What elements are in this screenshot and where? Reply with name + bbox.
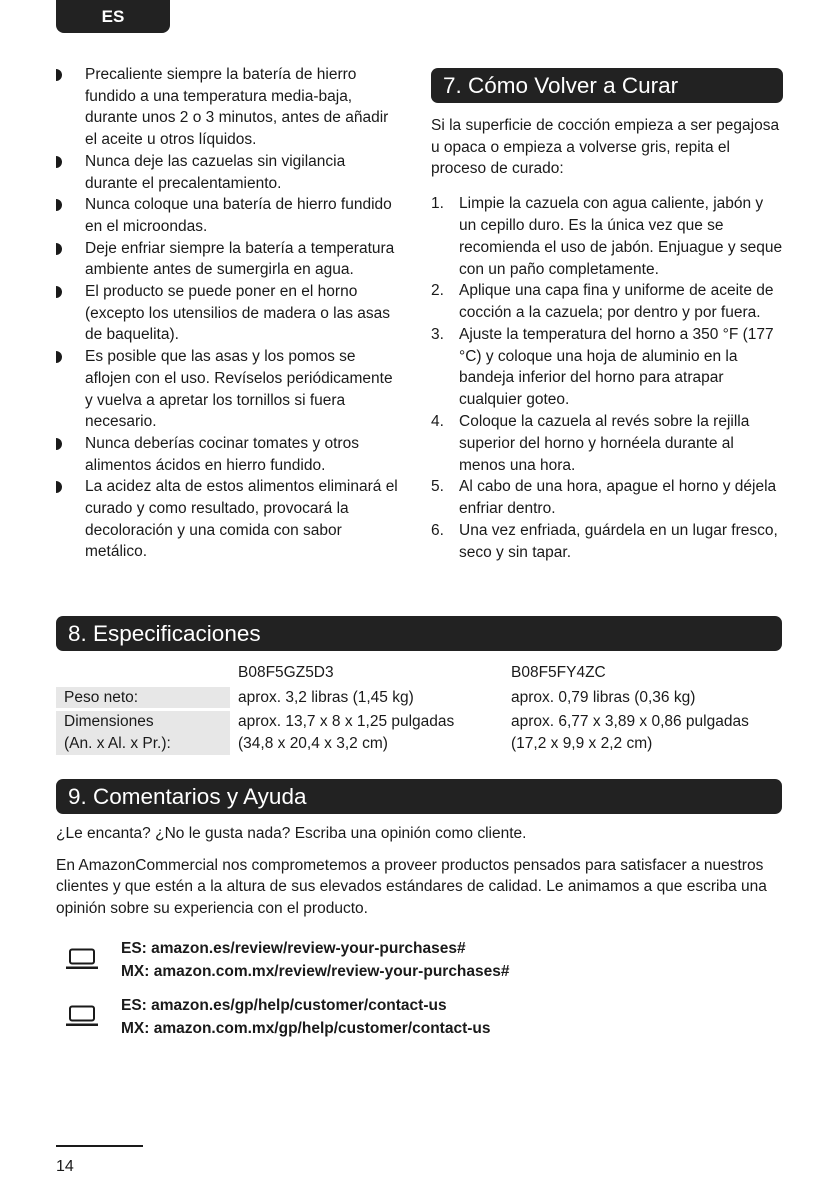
review-link-mx[interactable]: MX: amazon.com.mx/review/review-your-purchases# — [121, 963, 510, 980]
bullet-text: Precaliente siempre la batería de hierro fundido a una temperatura media-baja, durante unos 2 o 3 minutos, antes de añadir el aceite u otros líquidos. — [85, 66, 389, 149]
step-number: 5. — [431, 478, 444, 496]
bullet-text: Es posible que las asas y los pomos se aflojen con el uso. Revíselos periódicamente y vuelva a apretar los tornillos si fuera necesario. — [85, 348, 393, 431]
step-text: Coloque la cazuela al revés sobre la rejilla superior del horno y hornéela durante al menos una hora. — [459, 413, 750, 474]
step-number: 2. — [431, 282, 444, 300]
laptop-icon — [66, 1005, 98, 1027]
list-item — [431, 280, 783, 324]
spec-value — [230, 711, 505, 754]
list-item — [56, 64, 401, 151]
list-item — [56, 151, 401, 194]
spec-table — [56, 662, 782, 755]
section-intro: Si la superficie de cocción empieza a ser pegajosa u opaca o empieza a volverse gris, repita el proceso de curado: — [431, 117, 780, 178]
model-header: B08F5GZ5D3 — [238, 664, 334, 681]
step-number: 3. — [431, 325, 444, 343]
laptop-icon — [66, 948, 98, 970]
bullet-text: La acidez alta de estos alimentos eliminará el curado y como resultado, provocará la decoloración y una comida con sabor metálico. — [85, 478, 398, 561]
bullet-text: Nunca deje las cazuelas sin vigilancia durante el precalentamiento. — [85, 152, 346, 192]
bullet-text: El producto se puede poner en el horno (excepto los utensilios de madera o las asas de baquelita). — [85, 283, 390, 344]
steps-list — [431, 193, 783, 564]
bullet-icon — [56, 156, 62, 168]
step-number: 4. — [431, 413, 444, 431]
section-7 — [431, 68, 783, 564]
section-heading: 8. Especificaciones — [56, 616, 782, 651]
list-item — [56, 194, 401, 237]
page-number: 14 — [56, 1158, 74, 1175]
spec-value: aprox. 3,2 libras (1,45 kg) — [238, 688, 414, 706]
bullet-icon — [56, 69, 62, 81]
bullet-icon — [56, 286, 62, 298]
list-item — [431, 411, 783, 476]
spec-value: aprox. 0,79 libras (0,36 kg) — [511, 688, 696, 706]
review-link-es[interactable]: ES: amazon.es/review/review-your-purchases# — [121, 940, 466, 957]
step-number: 1. — [431, 195, 444, 213]
step-text: Ajuste la temperatura del horno a 350 °F (177 °C) y coloque una hoja de aluminio en la bandeja inferior del horno para atrapar cualquier goteo. — [459, 325, 774, 409]
spec-value-line: (17,2 x 9,9 x 2,2 cm) — [511, 735, 653, 753]
list-item — [431, 520, 783, 564]
table-header-row — [56, 662, 782, 684]
step-text: Una vez enfriada, guárdela en un lugar fresco, seco y sin tapar. — [459, 522, 778, 561]
list-item — [56, 346, 401, 433]
bullet-icon — [56, 243, 62, 255]
list-item — [431, 476, 783, 520]
step-text: Al cabo de una hora, apague el horno y déjela enfriar dentro. — [459, 478, 777, 518]
list-item — [56, 238, 401, 281]
spec-value-line: aprox. 6,77 x 3,89 x 0,86 pulgadas — [511, 713, 749, 731]
list-item — [431, 324, 783, 411]
paragraph: En AmazonCommercial nos comprometemos a proveer productos pensados para satisfacer a nuestros clientes y que estén a la altura de sus elevados estándares de calidad. Le animamos a que escriba una opinión sobre su experiencia con el producto. — [56, 856, 767, 918]
section-9 — [56, 779, 782, 920]
contact-link-es[interactable]: ES: amazon.es/gp/help/customer/contact-us — [121, 997, 447, 1014]
model-header: B08F5FY4ZC — [511, 664, 606, 681]
bullet-icon — [56, 351, 62, 363]
table-cell — [56, 662, 230, 684]
table-row — [56, 687, 782, 709]
step-number: 6. — [431, 522, 444, 540]
spec-label-line: (An. x Al. x Pr.): — [64, 735, 171, 753]
section-heading: 9. Comentarios y Ayuda — [56, 779, 782, 814]
paragraph: ¿Le encanta? ¿No le gusta nada? Escriba una opinión como cliente. — [56, 825, 527, 842]
spec-value-line: aprox. 13,7 x 8 x 1,25 pulgadas — [238, 713, 455, 731]
list-item — [56, 433, 401, 476]
list-item — [431, 193, 783, 280]
spec-value — [505, 711, 782, 754]
table-row — [56, 711, 782, 754]
bullet-icon — [56, 481, 62, 493]
spec-label: Peso neto: — [56, 687, 230, 709]
bullet-icon — [56, 199, 62, 211]
bullet-icon — [56, 438, 62, 450]
bullet-text: Nunca deberías cocinar tomates y otros alimentos ácidos en hierro fundido. — [85, 434, 359, 474]
contact-link-mx[interactable]: MX: amazon.com.mx/gp/help/customer/contact-us — [121, 1020, 491, 1037]
list-item — [56, 476, 401, 563]
step-text: Limpie la cazuela con agua caliente, jabón y un cepillo duro. Es la única vez que se recomienda el uso de jabón. Enjuague y seque con un paño completamente. — [459, 195, 783, 278]
bullet-text: Deje enfriar siempre la batería a temperatura ambiente antes de sumergirla en agua. — [85, 239, 395, 279]
spec-value-line: (34,8 x 20,4 x 3,2 cm) — [238, 735, 388, 753]
bullet-text: Nunca coloque una batería de hierro fundido en el microondas. — [85, 196, 392, 235]
spec-label-line: Dimensiones — [64, 713, 154, 731]
safety-bullet-list — [56, 64, 401, 563]
list-item — [56, 281, 401, 346]
language-tab: ES — [56, 0, 170, 33]
section-heading: 7. Cómo Volver a Curar — [431, 68, 783, 103]
step-text: Aplique una capa fina y uniforme de aceite de cocción a la cazuela; por dentro y por fuera. — [459, 282, 774, 322]
section-8 — [56, 616, 782, 755]
footer-divider — [56, 1145, 143, 1147]
spec-label — [56, 711, 230, 754]
